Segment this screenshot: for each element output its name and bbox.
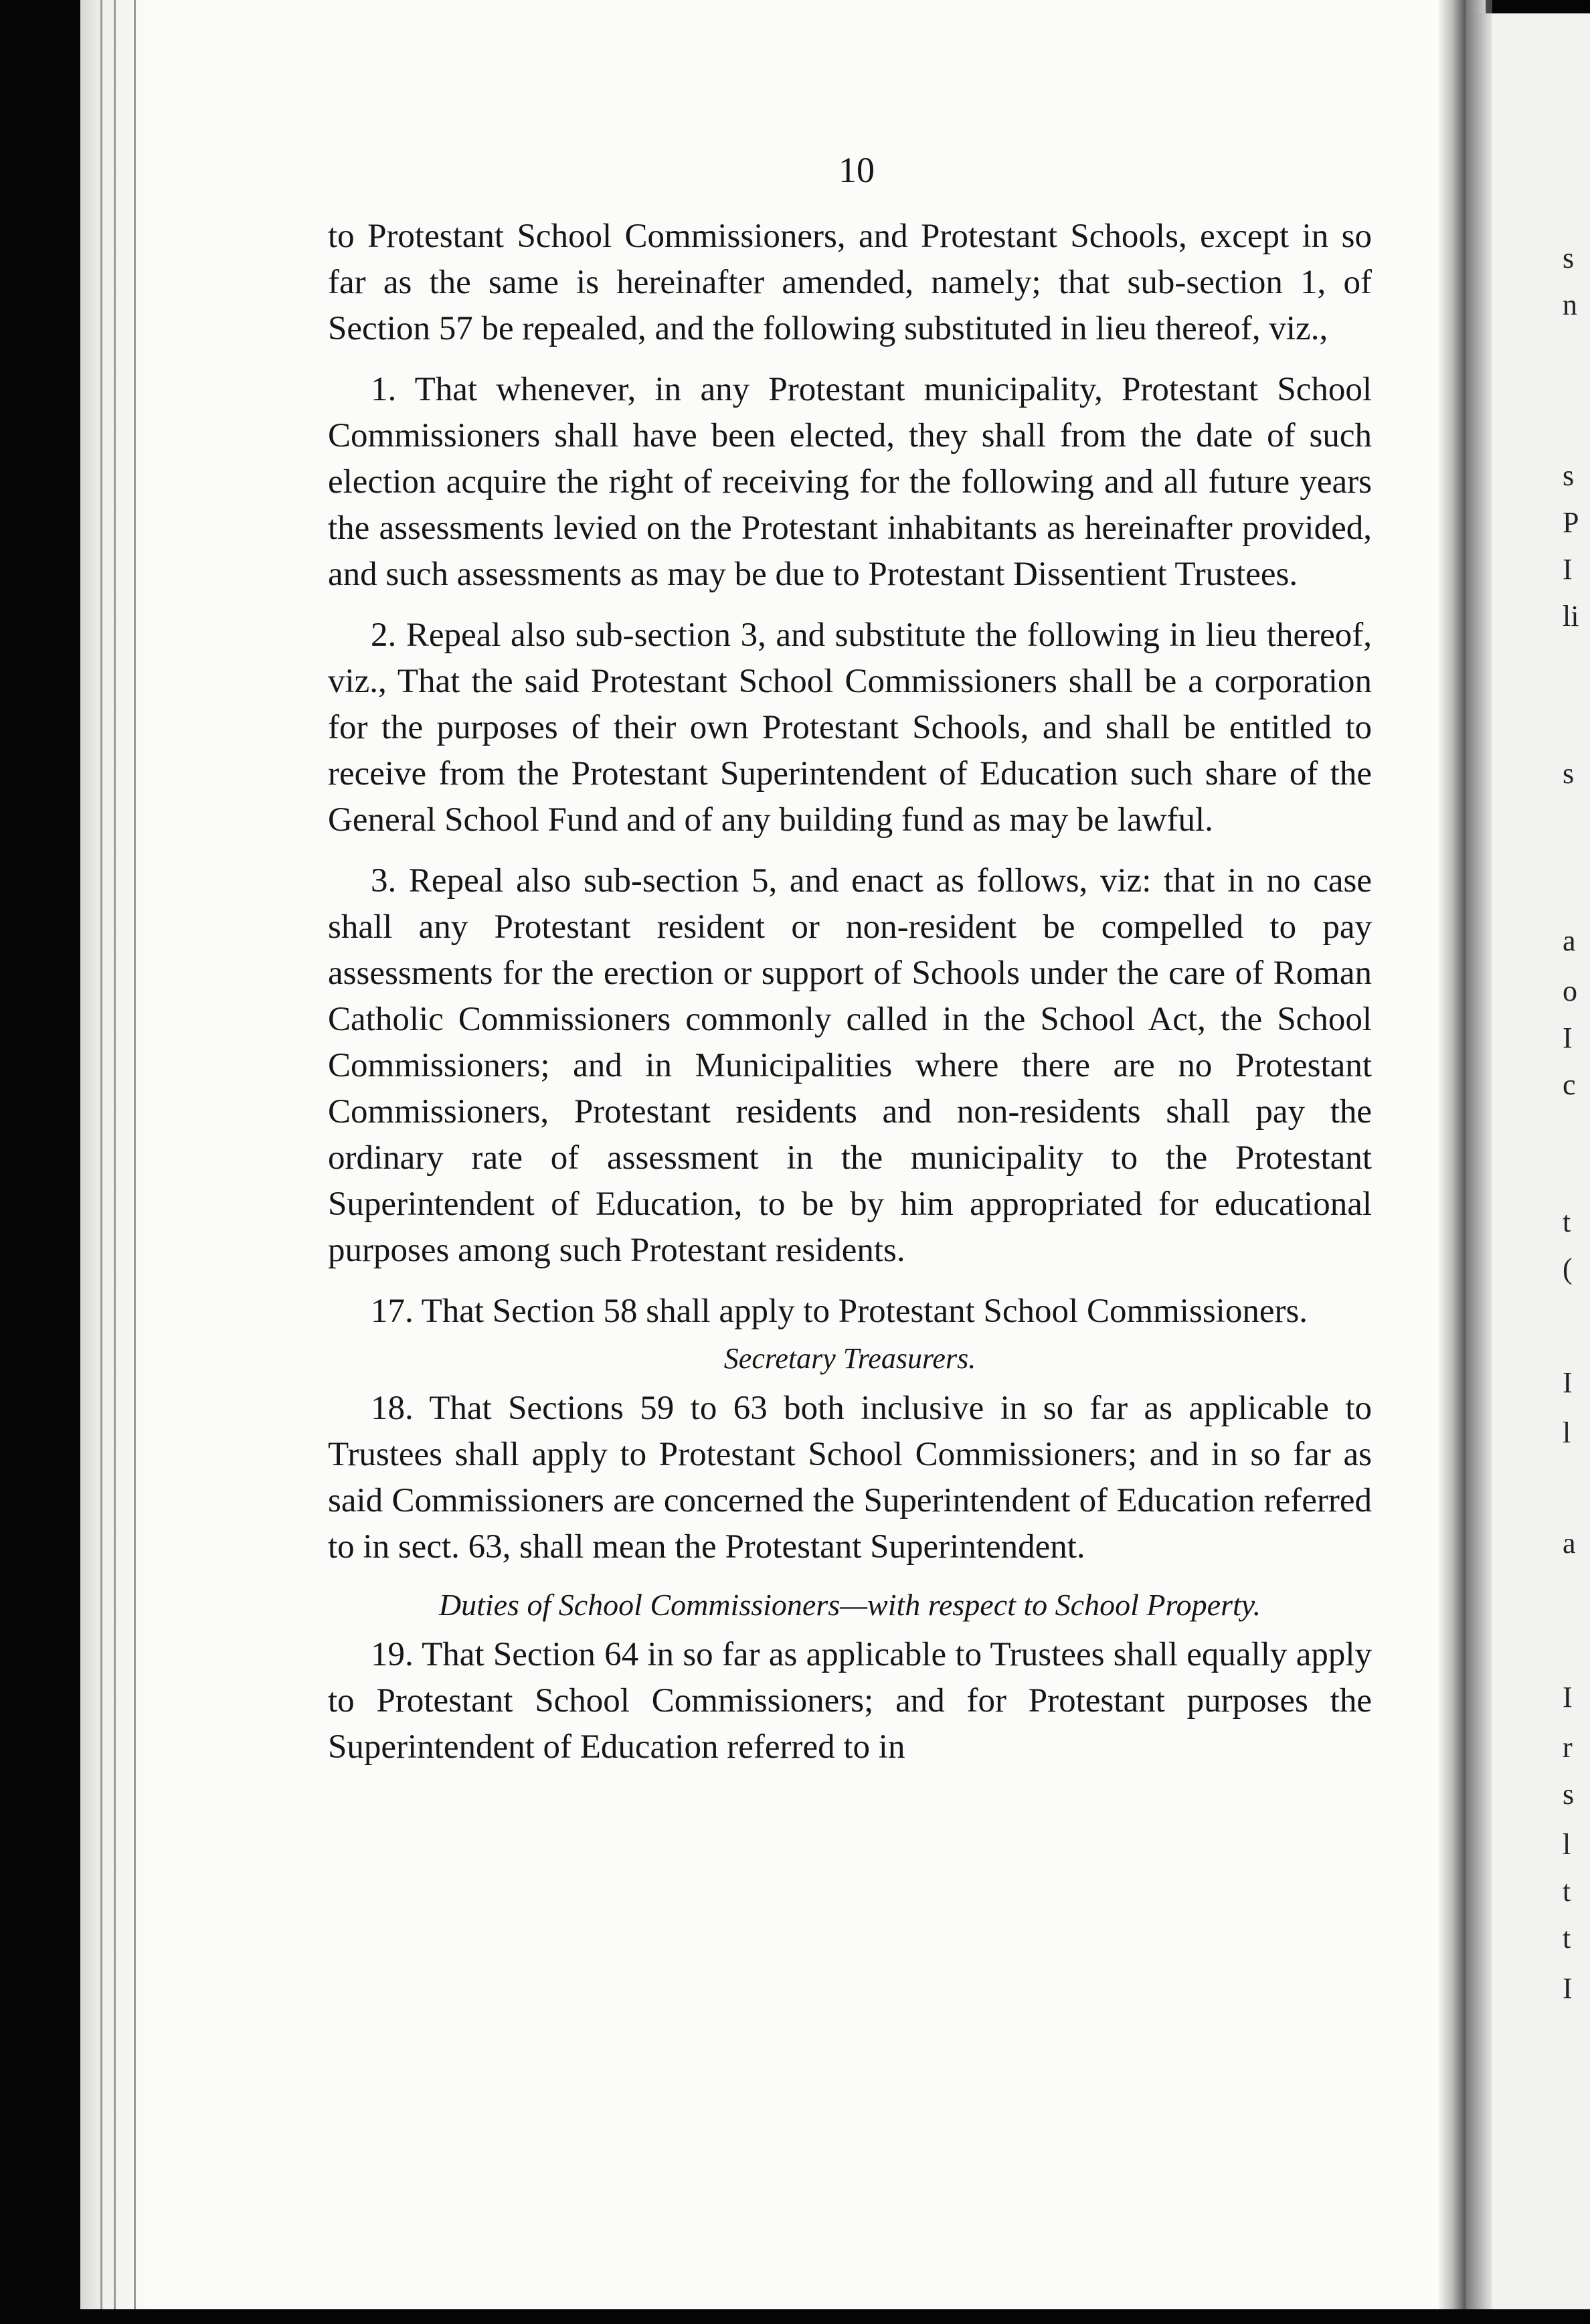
facing-fragment: I: [1563, 1366, 1573, 1399]
facing-fragment: l: [1563, 1416, 1571, 1449]
heading-duties: Duties of School Commissioners—with respect to School Property.: [438, 1588, 1261, 1622]
page-binding: [80, 0, 154, 2309]
facing-fragment: t: [1563, 1206, 1571, 1238]
paragraph-subsection-2: 2. Repeal also sub-section 3, and substitute the following in lieu thereof, viz., That the said Protestant School Commissioners shall be a corporation for the purposes of their own Protestant Schools, and shall be entitled to receive from the Protestant Superintendent of Education such share of the General School Fund and of any building fund as may be lawful.: [328, 616, 1372, 839]
page-gutter: [1439, 0, 1466, 2309]
facing-fragment: o: [1563, 975, 1577, 1007]
facing-fragment: I: [1563, 1681, 1573, 1714]
facing-fragment: r: [1563, 1731, 1573, 1764]
facing-fragment: s: [1563, 459, 1575, 492]
facing-fragment: (: [1563, 1252, 1573, 1285]
facing-fragment: s: [1563, 1778, 1575, 1811]
binding-line: [134, 0, 136, 2309]
paragraph-continuation: to Protestant School Commissioners, and Protestant Schools, except in so far as the same is hereinafter amended, namely; that sub-section 1, of Section 57 be repealed, and the following substituted in lieu thereof, viz.,: [328, 218, 1372, 347]
paragraph-subsection-1: 1. That whenever, in any Protestant municipality, Protestant School Commissioners shall have been elected, they shall from the date of such election acquire the right of receiving for the following and all future years the assessments levied on the Protestant inhabitants as hereinafter provided, and such assessments as may be due to Protestant Dissentient Trustees.: [328, 371, 1372, 593]
facing-fragment: I: [1563, 1021, 1573, 1054]
binding-line: [114, 0, 116, 2309]
facing-fragment: l: [1563, 1828, 1571, 1861]
binding-line: [100, 0, 102, 2309]
facing-fragment: c: [1563, 1068, 1576, 1101]
facing-fragment: P: [1563, 506, 1579, 539]
paragraph-subsection-3: 3. Repeal also sub-section 5, and enact as follows, viz: that in no case shall any Protestant resident or non-resident be compelled to pay assessments for the erection or support of Schools under the care of Roman Catholic Commissioners commonly called in the School Act, the School Commissioners; and in Municipalities where there are no Protestant Commissioners, Protestant residents and non-residents shall pay the ordinary rate of assessment in the municipality to the Protestant Superintendent of Education, to be by him appropriated for educational purposes among such Protestant residents.: [328, 862, 1372, 1269]
page-number: 10: [838, 150, 875, 190]
facing-fragment: li: [1563, 600, 1579, 633]
facing-fragment: s: [1563, 757, 1575, 790]
heading-secretary-treasurers: Secretary Treasurers.: [723, 1342, 976, 1375]
facing-fragment: t: [1563, 1875, 1571, 1908]
facing-fragment: I: [1563, 553, 1573, 586]
facing-fragment: a: [1563, 1527, 1576, 1560]
paragraph-section-18: 18. That Sections 59 to 63 both inclusive in so far as applicable to Trustees shall apply to Protestant School Commissioners; and in so far as said Commissioners are concerned the Superintendent of Education referred to in sect. 63, shall mean the Protestant Superintendent.: [328, 1390, 1372, 1566]
facing-fragment: t: [1563, 1922, 1571, 1955]
facing-fragment: s: [1563, 242, 1575, 274]
facing-page-shadow: [1466, 0, 1492, 2309]
paragraph-section-19: 19. That Section 64 in so far as applicable to Trustees shall equally apply to Protestant School Commissioners; and for Protestant purposes the Superintendent of Education referred to in: [328, 1636, 1372, 1766]
facing-fragment: a: [1563, 924, 1576, 957]
paragraph-section-17: 17. That Section 58 shall apply to Protestant School Commissioners.: [371, 1293, 1308, 1330]
document-text: [328, 147, 1372, 1785]
facing-fragment: I: [1563, 1972, 1573, 2005]
facing-fragment: n: [1563, 288, 1577, 321]
